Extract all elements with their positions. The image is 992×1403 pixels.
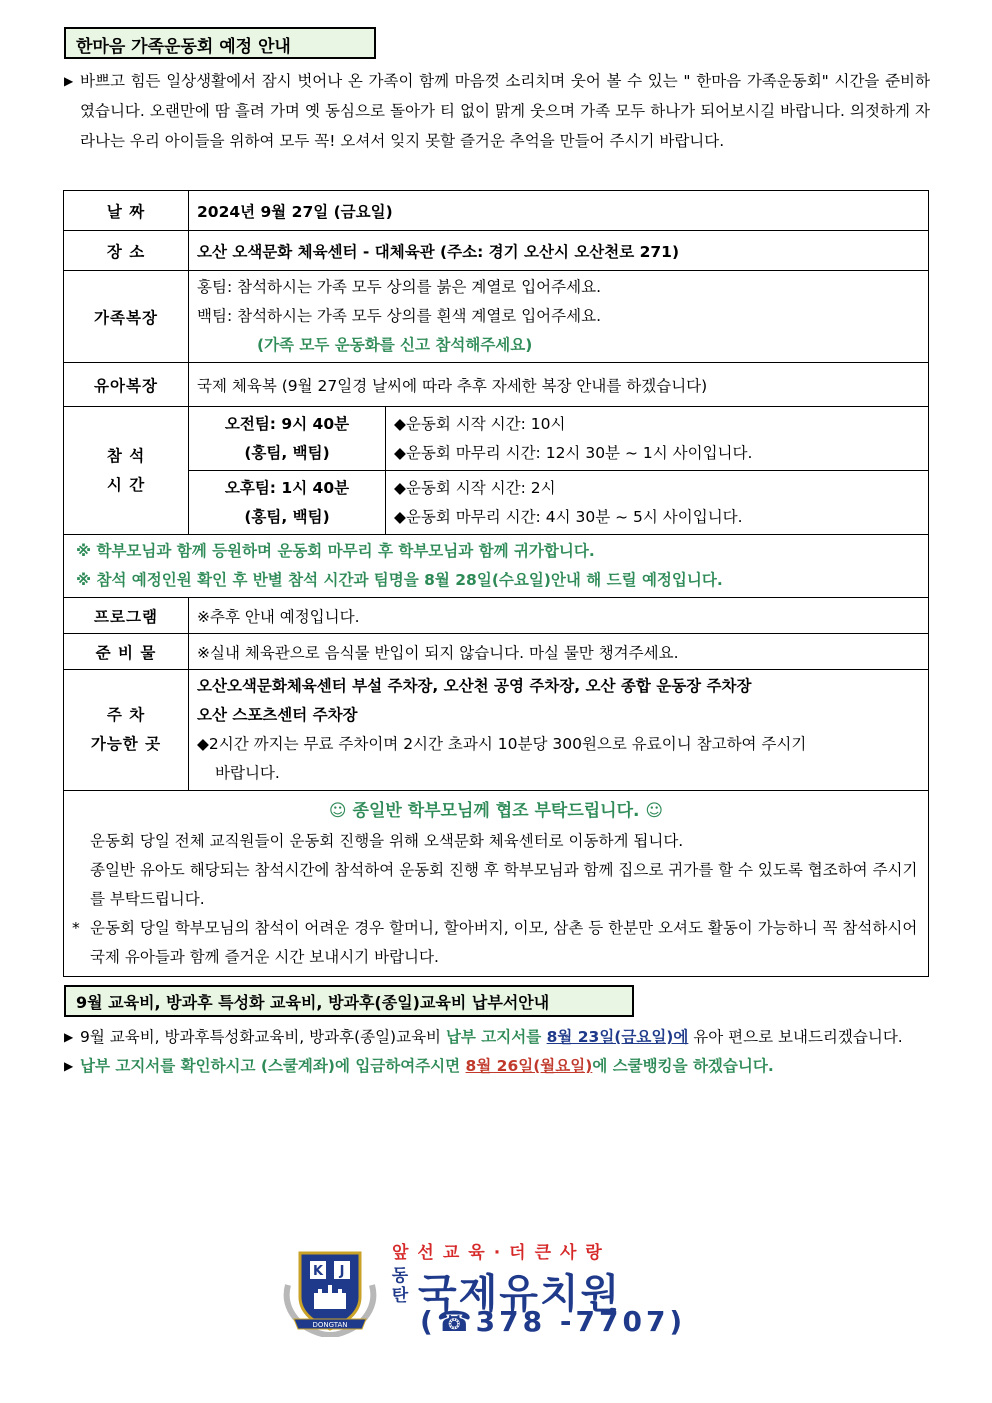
pm-team: 오후팀: 1시 40분 (홍팀, 백팀): [189, 471, 386, 535]
parking-label: 주 차 가능한 곳: [64, 670, 189, 791]
note-2: ※ 참석 예정인원 확인 후 반별 참석 시간과 팀명을 8월 28일(수요일)안내 해 드릴 예정입니다.: [76, 571, 723, 589]
cooperation-cell: [64, 791, 929, 977]
dongtan-label: 동탄: [391, 1266, 409, 1306]
program-value: ※추후 안내 예정입니다.: [189, 598, 929, 634]
family-dress-note: (가족 모두 운동화를 신고 참석해주세요): [257, 336, 533, 354]
supplies-value: ※실내 체육관으로 음식물 반입이 되지 않습니다. 마실 물만 챙겨주세요.: [189, 634, 929, 670]
coop-line-1: 운동회 당일 전체 교직원들이 운동회 진행을 위해 오색문화 체육센터로 이동하게 됩니다.: [90, 832, 684, 850]
info-table: [63, 190, 929, 977]
family-dress-white: 백팀: 참석하시는 가족 모두 상의를 흰색 계열로 입어주세요.: [197, 307, 601, 325]
arrow-right-icon: ▶: [64, 1030, 74, 1044]
arrow-right-icon: ▶: [64, 1059, 74, 1073]
parking-line-4: 바랍니다.: [215, 764, 280, 782]
slogan: [392, 1238, 611, 1263]
svg-text:K: K: [312, 1264, 324, 1279]
date-label: 날 짜: [64, 191, 189, 231]
parking-line-2: 오산 스포츠센터 주차장: [197, 706, 358, 724]
am-times: [386, 407, 929, 471]
svg-text:DONGTAN: DONGTAN: [312, 1321, 348, 1329]
kindergarten-name: 국제유치원: [418, 1271, 622, 1317]
pm-times: [386, 471, 929, 535]
arrow-right-icon: ▶: [64, 74, 74, 88]
am-team: 오전팀: 9시 40분 (홍팀, 백팀): [189, 407, 386, 471]
svg-text:J: J: [339, 1264, 345, 1279]
child-dress-label: 유아복장: [64, 363, 189, 407]
family-dress-label: 가족복장: [64, 271, 189, 363]
intro-paragraph: [64, 66, 930, 156]
child-dress-value: 국제 체육복 (9월 27일경 날씨에 따라 추후 자세한 복장 안내를 하겠습니다): [189, 363, 929, 407]
am-start: ◆운동회 시작 시간: 10시: [394, 414, 566, 433]
section-title-sports-day: 한마음 가족운동회 예정 안내: [64, 27, 376, 59]
pm-start: ◆운동회 시작 시간: 2시: [394, 478, 556, 497]
fees-paragraph: ▶ 9월 교육비, 방과후특성화교육비, 방과후(종일)교육비 납부 고지서를 8월 23일(금요일)에 유아 편으로 보내드리겠습니다. ▶ 납부 고지서를 확인하시고 (스쿨계좌)에 입금하여주시면 8월 26일(월요일)에 스쿨뱅킹을 하겠습니다.: [64, 1023, 930, 1081]
family-dress-cell: [189, 271, 929, 363]
note-1: ※ 학부모님과 함께 등원하며 운동회 마무리 후 학부모님과 함께 귀가합니다.: [76, 542, 595, 560]
parking-cell: [189, 670, 929, 791]
coop-line-2: 종일반 유아도 해당되는 참석시간에 참석하여 운동회 진행 후 학부모님과 함께 집으로 귀가를 할 수 있도록 협조하여 주시기를 부탁드립니다.: [90, 861, 918, 908]
section-title-fees: 9월 교육비, 방과후 특성화 교육비, 방과후(종일)교육비 납부서안내: [64, 985, 634, 1017]
coop-line-3: * 운동회 당일 학부모님의 참석이 어려운 경우 할머니, 할아버지, 이모, 삼촌 등 한분만 오셔도 활동이 가능하니 꼭 참석하시어 국제 유아들과 함께 즐거운 시간 보내시기 바랍니다.: [72, 919, 918, 966]
slogan-text: 앞선교육·더큰사랑: [392, 1243, 611, 1263]
family-dress-red: 홍팀: 참석하시는 가족 모두 상의를 붉은 계열로 입어주세요.: [197, 278, 601, 296]
parking-line-1: 오산오색문화체육센터 부설 주차장, 오산천 공영 주차장, 오산 종합 운동장 주차장: [197, 677, 752, 695]
intro-text: 바쁘고 힘든 일상생활에서 잠시 벗어나 온 가족이 함께 마음껏 소리치며 웃어 볼 수 있는 " 한마음 가족운동회" 시간을 준비하였습니다. 오랜만에 땀 흘려 가며 옛 동심으로 돌아가 티 없이 맑게 웃으며 가족 모두 하나가 되어보시길 바랍니다. 의젓하게 자라나는 우리 아이들을 위하여 모두 꼭! 오셔서 잊지 못할 즐거운 추억을 만들어 주시기 바랍니다.: [80, 72, 930, 150]
supplies-label: 준 비 물: [64, 634, 189, 670]
program-label: 프로그램: [64, 598, 189, 634]
date-value: 2024년 9월 27일 (금요일): [189, 191, 929, 231]
place-value: 오산 오색문화 체육센터 - 대체육관 (주소: 경기 오산시 오산천로 271): [189, 231, 929, 271]
attend-time-label: 참 석 시 간: [64, 407, 189, 535]
parking-line-3: ◆2시간 까지는 무료 주차이며 2시간 초과시 10분당 300원으로 유료이니 참고하여 주시기: [197, 735, 807, 753]
cooperation-title: ☺ 종일반 학부모님께 협조 부탁드립니다. ☺: [328, 801, 664, 821]
am-end: ◆운동회 마무리 시간: 12시 30분 ~ 1시 사이입니다.: [394, 443, 753, 462]
notes-cell: [64, 535, 929, 598]
place-label: 장 소: [64, 231, 189, 271]
pm-end: ◆운동회 마무리 시간: 4시 30분 ~ 5시 사이입니다.: [394, 507, 743, 526]
kindergarten-emblem-icon: [278, 1245, 382, 1337]
phone-number: (☎378 -7707): [420, 1305, 687, 1338]
